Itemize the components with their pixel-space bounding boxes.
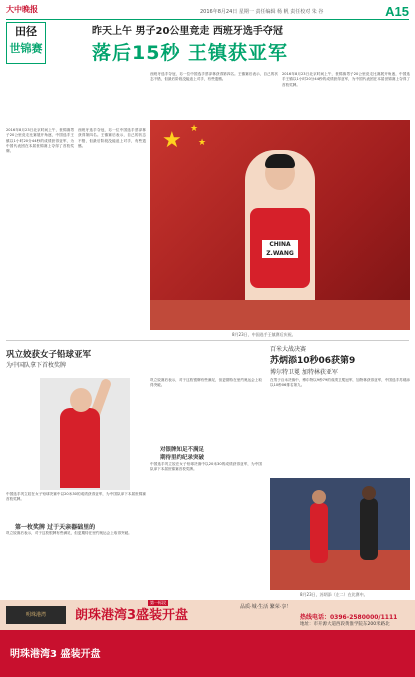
masthead-logo: 大中晚报 (6, 4, 38, 14)
masthead-info: 2016年8月24日 星期一 责任编辑 杨 帆 责任校对 朱 谷 (200, 9, 324, 15)
story2-subheading1: 第一枚奖牌 过于天亲器础里的 (15, 524, 96, 531)
flag-star-icon: ★ (162, 128, 182, 153)
story2-subheading2-line1: 对银牌知足不满足 (160, 447, 205, 453)
ad-address: 地址：市开源大道西段黄淮学院东200米路北 (300, 622, 390, 627)
story2-subheading2 (160, 445, 204, 461)
section-tag-line1: 田径 (15, 25, 37, 38)
lead-photo (150, 120, 410, 330)
story3-subhead: 博尔特卫冕 加特林获亚军 (270, 369, 338, 376)
ad-phone: 热线电话：0396-2580000/1111 (300, 614, 398, 621)
lead-body-top2: 2016年8月23日北京时间上午，世锦赛男子20公里竞走比赛展开角逐，中国选手王镇以1小时20分44秒的成绩获得亚军，为中国代表团在本届世锦赛上夺得了首枚奖牌。 (282, 72, 410, 87)
story3-photo (270, 478, 410, 590)
lead-body-col2: 西班牙选手夺冠，另一位中国选手蔡泽林获得第四名。王镇赛后表示，自己的状态不错，但最后阶段没能追上对手，有些遗憾。 (78, 128, 146, 148)
story2-photo (40, 378, 130, 490)
story2-body-col3: 中国选手巩立姣在女子铅球决赛中以20米30的成绩获得亚军，为中国队拿下本届世锦赛首枚奖牌。 (150, 462, 262, 472)
story2-body-col2: 巩立姣赛后表示，对于这枚银牌有些满足，但更期待在里约奥运会上取得突破。 (150, 378, 262, 388)
flag-star-icon: ★ (190, 124, 199, 134)
story2-subhead: 为中国队拿下首枚奖牌 (6, 362, 67, 369)
story2-headline: 巩立姣获女子铅球亚军 (6, 350, 92, 360)
section-tag (6, 22, 46, 64)
story2-body-col1b: 巩立姣赛后表示，对于这枚银牌有些满足，但更期待在里约奥运会上取得突破。 (6, 531, 132, 535)
lead-headline: 落后15秒 王镇获亚军 (92, 42, 289, 64)
section-tag-line2: 世锦赛 (9, 42, 43, 55)
ad-slogan: 品质·城·生活 繁荣·享！ (240, 604, 292, 610)
section-divider (6, 340, 409, 341)
ad-headline: 朗珠港湾3盛装开盘 (75, 608, 189, 623)
lead-body-top: 西班牙选手夺冠，另一位中国选手蔡泽林获得第四名。王镇赛后表示，自己的状态不错，但最后阶段没能追上对手，有些遗憾。 (150, 72, 278, 82)
footer-banner-text: 明珠港湾3 盛装开盘 (10, 649, 101, 660)
story2-body-col1: 中国选手巩立姣在女子铅球决赛中以20米30的成绩获得亚军，为中国队拿下本届世锦赛首枚奖牌。 (6, 492, 146, 502)
lead-body-col1: 2016年8月23日北京时间上午，世锦赛男子20公里竞走比赛展开角逐，中国选手王镇以1小时20分44秒的成绩获得亚军，为中国代表团在本届世锦赛上夺得了首枚奖牌。 (6, 128, 74, 154)
lead-subhead: 昨天上午 男子20公里竞走 西班牙选手夺冠 (92, 26, 283, 37)
page-number: A15 (385, 4, 409, 19)
flag-star-icon: ★ (198, 138, 207, 148)
athlete-bib: CHINA Z.WANG (262, 240, 298, 258)
story3-photo-caption: 8月23日，苏炳添（左二）在比赛中。 (300, 592, 368, 597)
ad-tag: 第一标段 (150, 600, 166, 605)
story2-subheading2-line2: 期待里约纪录突破 (160, 455, 205, 461)
story3-headline: 苏炳添10秒06获第9 (270, 356, 356, 366)
header-rule (6, 19, 409, 20)
story3-body: 在男子百米决赛中，博尔特以9秒79的成绩卫冕冠军，加特林获得亚军，中国选手苏炳添以10秒06排名第九。 (270, 378, 410, 388)
story3-kicker: 百米大战决赛 (270, 346, 307, 353)
ad-logo: 明珠港湾 (6, 606, 66, 624)
lead-photo-caption: 8月23日，中国选手王镇赛后庆祝。 (232, 332, 296, 337)
